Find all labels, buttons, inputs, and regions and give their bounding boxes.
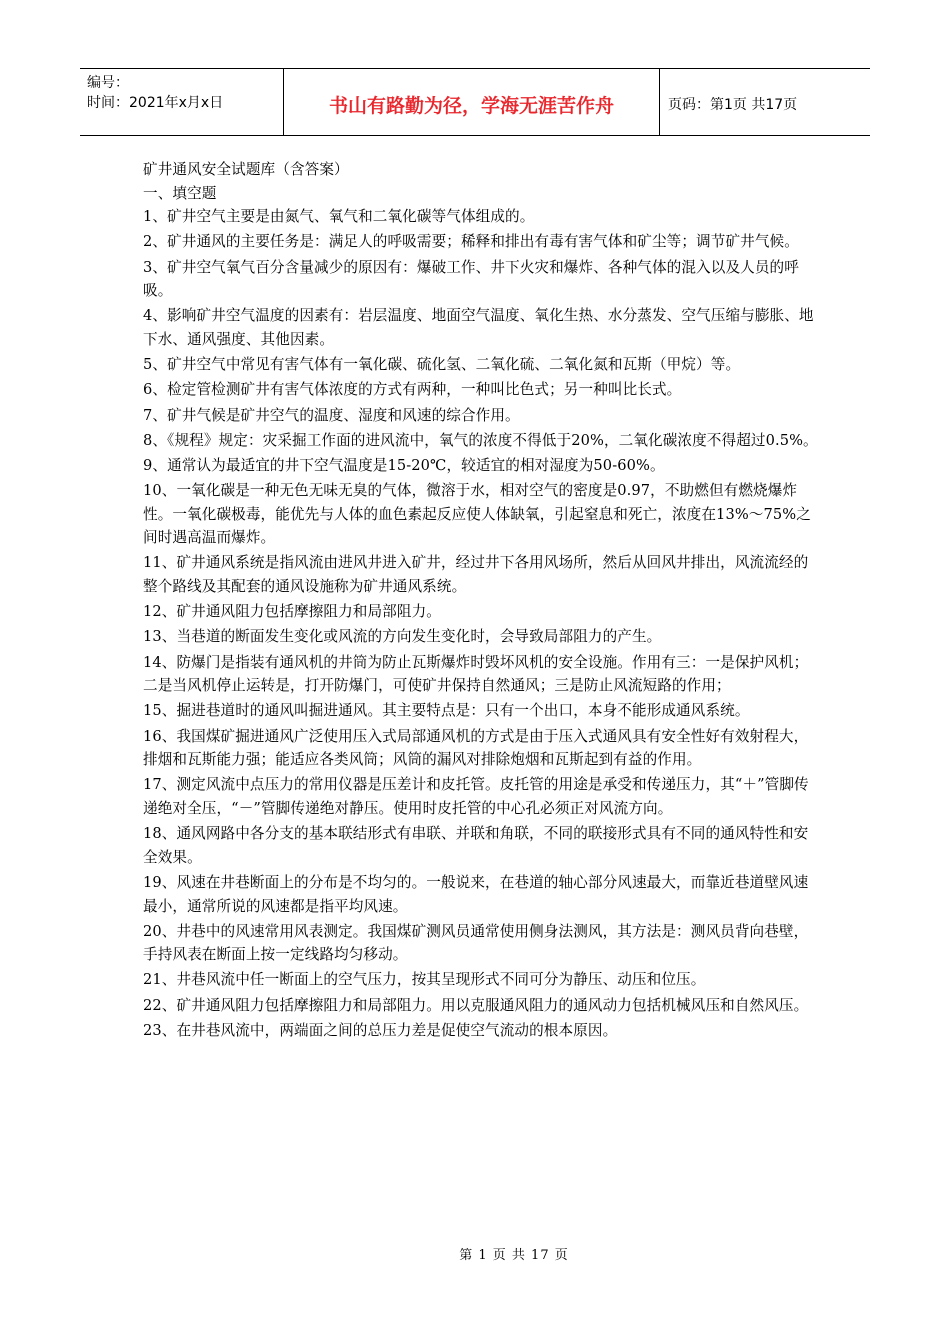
document-body [143, 158, 821, 1044]
section-heading: 一、填空题 [143, 184, 217, 202]
question-list [143, 205, 821, 1042]
motto-text: 书山有路勤为径，学海无涯苦作舟 [328, 94, 614, 117]
question-item: 8、《规程》规定：灾采掘工作面的进风流中，氧气的浓度不得低于20%，二氧化碳浓度不得超过0.5%。 [143, 431, 818, 449]
question-item: 14、防爆门是指装有通风机的井筒为防止瓦斯爆炸时毁坏风机的安全设施。作用有三：一是保护风机；二是当风机停止运转是，打开防爆门，可使矿井保持自然通风；三是防止风流短路的作用； [143, 653, 809, 695]
question-item: 19、风速在井巷断面上的分布是不均匀的。一般说来，在巷道的轴心部分风速最大，而靠近巷道壁风速最小，通常所说的风速都是指平均风速。 [143, 873, 809, 915]
question-item: 21、井巷风流中任一断面上的空气压力，按其呈现形式不同可分为静压、动压和位压。 [143, 971, 706, 989]
question-item: 22、矿井通风阻力包括摩擦阻力和局部阻力。用以克服通风阻力的通风动力包括机械风压和自然风压。 [143, 996, 809, 1014]
question-item: 4、影响矿井空气温度的因素有：岩层温度、地面空气温度、氧化生热、水分蒸发、空气压缩与膨胀、地下水、通风强度、其他因素。 [143, 307, 814, 348]
question-item: 3、矿井空气氧气百分含量减少的原因有：爆破工作、井下火灾和爆炸、各种气体的混入以及人员的呼吸。 [143, 258, 799, 300]
question-item: 12、矿井通风阻力包括摩擦阻力和局部阻力。 [143, 603, 441, 621]
footer-page-number: 第 1 页 共 17 页 [459, 1248, 569, 1263]
document-header [80, 68, 870, 136]
date-label: 时间：2021年x月x日 [87, 95, 224, 111]
question-item: 6、检定管检测矿井有害气体浓度的方式有两种，一种叫比色式；另一种叫比长式。 [143, 381, 682, 399]
header-page-cell [660, 69, 870, 135]
number-label: 编号： [87, 75, 129, 91]
question-item: 13、当巷道的断面发生变化或风流的方向发生变化时，会导致局部阻力的产生。 [143, 628, 662, 646]
question-item: 5、矿井空气中常见有害气体有一氧化碳、硫化氢、二氧化硫、二氧化氮和瓦斯（甲烷）等。 [143, 356, 741, 374]
question-item: 16、我国煤矿掘进通风广泛使用压入式局部通风机的方式是由于压入式通风具有安全性好有效射程大，排烟和瓦斯能力强；能适应各类风筒；风筒的漏风对排除炮烟和瓦斯起到有益的作用。 [143, 727, 809, 769]
page-footer [0, 1244, 950, 1263]
document-title: 矿井通风安全试题库（含答案） [143, 161, 349, 178]
question-item: 10、一氧化碳是一种无色无味无臭的气体，微溶于水，相对空气的密度是0.97，不助燃但有燃烧爆炸性。一氧化碳极毒，能优先与人体的血色素起反应使人体缺氧，引起窒息和死亡，浓度在13%～75%之间时遇高温而爆炸。 [143, 482, 811, 547]
header-motto-cell [284, 69, 660, 135]
header-meta-cell [80, 69, 284, 135]
question-item: 2、矿井通风的主要任务是：满足人的呼吸需要；稀释和排出有毒有害气体和矿尘等；调节矿井气候。 [143, 233, 799, 251]
question-item: 9、通常认为最适宜的井下空气温度是15-20℃，较适宜的相对湿度为50-60%。 [143, 456, 665, 474]
question-item: 11、矿井通风系统是指风流由进风井进入矿井，经过井下各用风场所，然后从回风井排出，风流流经的整个路线及其配套的通风设施称为矿井通风系统。 [143, 554, 809, 596]
question-item: 1、矿井空气主要是由氮气、氧气和二氧化碳等气体组成的。 [143, 208, 535, 226]
question-item: 20、井巷中的风速常用风表测定。我国煤矿测风员通常使用侧身法测风，其方法是：测风员背向巷壁，手持风表在断面上按一定线路均匀移动。 [143, 922, 809, 964]
question-item: 15、掘进巷道时的通风叫掘进通风。其主要特点是：只有一个出口，本身不能形成通风系统。 [143, 702, 750, 720]
question-item: 18、通风网路中各分支的基本联结形式有串联、并联和角联，不同的联接形式具有不同的通风特性和安全效果。 [143, 825, 809, 866]
question-item: 17、测定风流中点压力的常用仪器是压差计和皮托管。皮托管的用途是承受和传递压力，其“＋”管脚传递绝对全压，“－”管脚传递绝对静压。使用时皮托管的中心孔必须正对风流方向。 [143, 776, 809, 817]
question-item: 7、矿井气候是矿井空气的温度、湿度和风速的综合作用。 [143, 406, 520, 424]
page-label: 页码：第1页 共17页 [668, 97, 798, 113]
question-item: 23、在井巷风流中，两端面之间的总压力差是促使空气流动的根本原因。 [143, 1021, 618, 1039]
